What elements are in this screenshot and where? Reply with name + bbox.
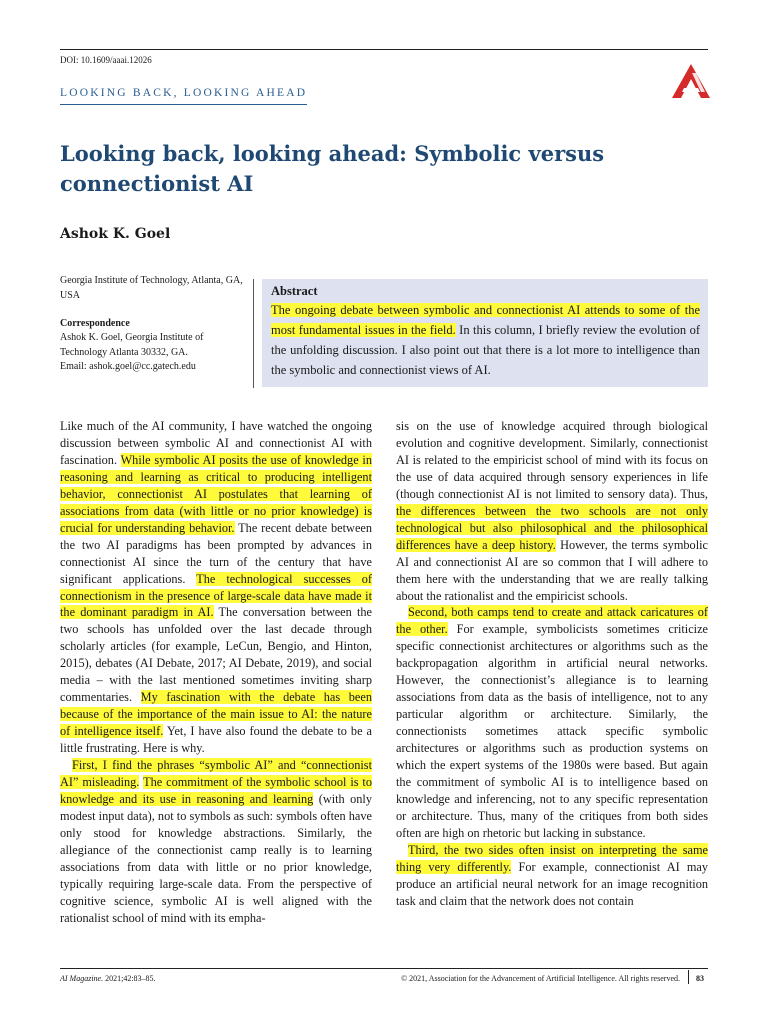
body-text: The conversation between the two schools has unfolded over the last decade through scholarly articles (for example, LeCun, Bengio, and Hinton, 2015), debates (AI Debate, 2017; AI Debate, 2019), and social media – with the last mentioned sometimes inviting sharp commentaries. (60, 605, 372, 705)
paragraph (396, 604, 708, 841)
author-name: Ashok K. Goel (60, 226, 171, 242)
body-text: For example, symbolicists sometimes criticize specific connectionist architectures or algorithms such as the backpropagation algorithm in artificial neural networks. However, the connectionist’s allegiance is to learning associations from data as the basis of intelligence, not to any particular algorithm or architecture. Similarly, the connectionists sometimes attack specific symbolic architectures or algorithms such as production systems on which the expert systems of the 1980s were based. But again the commitment of symbolic AI is to intelligence based on knowledge and inferencing, not to any specific representation or architecture. Thus, many of the critiques from both sides often are high on rhetoric but lacking in substance. (396, 622, 708, 840)
body-text: The recent debate between the two AI paradigms has been prompted by advances in connectionist AI since the turn of the century that have significant applications. (60, 520, 373, 586)
highlighted-text: The ongoing debate between symbolic and connectionist AI attends to some of the most fundamental issues in the field. (271, 303, 700, 337)
correspondence-email: Email: ashok.goel@cc.gatech.edu (60, 361, 196, 372)
abstract-divider (253, 279, 254, 388)
correspondence-block (60, 331, 246, 375)
body-text: For example, connectionist AI may produce an artificial neural network for an image recognition task and claim that the network does not contain (396, 859, 708, 908)
doi-line: DOI: 10.1609/aaai.12026 (60, 55, 152, 65)
paragraph (396, 418, 708, 604)
highlighted-text: My fascination with the debate has been because of the importance of the main issue to AI: the nature of intelligence itself. (60, 690, 372, 739)
article-title: Looking back, looking ahead: Symbolic versus connectionist AI (60, 141, 605, 196)
abstract-body (271, 300, 700, 380)
body-column-left (60, 418, 372, 927)
body-text: In this column, I briefly review the evolution of the unfolding discussion. I also point out that there is a lot more to intelligence than the symbolic and connectionist views of AI. (271, 323, 700, 377)
footer-citation (60, 974, 156, 983)
affiliation: Georgia Institute of Technology, Atlanta, GA, USA (60, 275, 243, 301)
paragraph (396, 842, 708, 910)
journal-name: AI Magazine. (60, 974, 104, 983)
highlighted-text: Third, the two sides often insist on interpreting the same thing very differently. (396, 842, 708, 874)
highlighted-text: First, I find the phrases “symbolic AI” and “connectionist AI” misleading. (60, 758, 372, 790)
footer-separator (688, 970, 689, 984)
footer-copyright: © 2021, Association for the Advancement of Artificial Intelligence. All rights reserved. (401, 974, 680, 983)
body-text: However, the terms symbolic AI and connectionist AI are so common that I will adhere to them here with the understanding that we are really talking about the rationalist and the empiricist schools. (396, 537, 708, 603)
abstract-heading: Abstract (271, 284, 318, 298)
highlighted-text: While symbolic AI posits the use of knowledge in reasoning and learning as critical to producing intelligent behavior, connectionist AI postulates that learning of associations from data (with little or no prior knowledge) is crucial for understanding behavior. (60, 452, 372, 535)
paragraph (60, 418, 372, 757)
highlighted-text: Second, both camps tend to create and attack caricatures of the other. (396, 605, 708, 637)
correspondence-address: Ashok K. Goel, Georgia Institute of Technology Atlanta 30332, GA. (60, 332, 204, 358)
top-rule (60, 49, 708, 50)
body-column-right (396, 418, 708, 910)
abstract-box (262, 279, 708, 387)
body-text: Yet, I have also found the debate to be a little frustrating. Here is why. (60, 724, 372, 756)
paragraph (60, 757, 372, 927)
page-number: 83 (696, 974, 704, 983)
body-text: sis on the use of knowledge acquired through biological evolution and cognitive development. Similarly, connectionist AI is related to the empiricist school of mind with its focus on the use of data acquired through sensory experiences in life (though connectionist AI is not limited to sensory data). Thus, (396, 419, 708, 501)
body-text: (with only modest input data), not to symbols as such: symbols often have only stood for knowledge abstractions. Similarly, the allegiance of the connectionist camp really is to learning associations from data with little or no prior knowledge, typically requiring large-scale data. From the perspective of cognitive science, symbolic AI is well aligned with the rationalist school of mind with its empha- (60, 791, 372, 925)
correspondence-heading: Correspondence (60, 318, 130, 329)
highlighted-text: The technological successes of connectionism in the presence of large-scale data have made it the dominant paradigm in AI. (60, 571, 372, 620)
highlighted-text: the differences between the two schools are not only technological but also philosophical and the philosophical differences have a deep history. (396, 503, 708, 552)
section-kicker: LOOKING BACK, LOOKING AHEAD (60, 87, 307, 105)
journal-volume: 2021;42:83–85. (103, 974, 156, 983)
aaai-logo-icon (672, 64, 710, 98)
highlighted-text: The commitment of the symbolic school is to knowledge and its use in reasoning and learning (60, 775, 372, 806)
body-text: Like much of the AI community, I have watched the ongoing discussion between symbolic AI and connectionist AI with fascination. (60, 419, 372, 467)
footer-rule (60, 968, 708, 969)
